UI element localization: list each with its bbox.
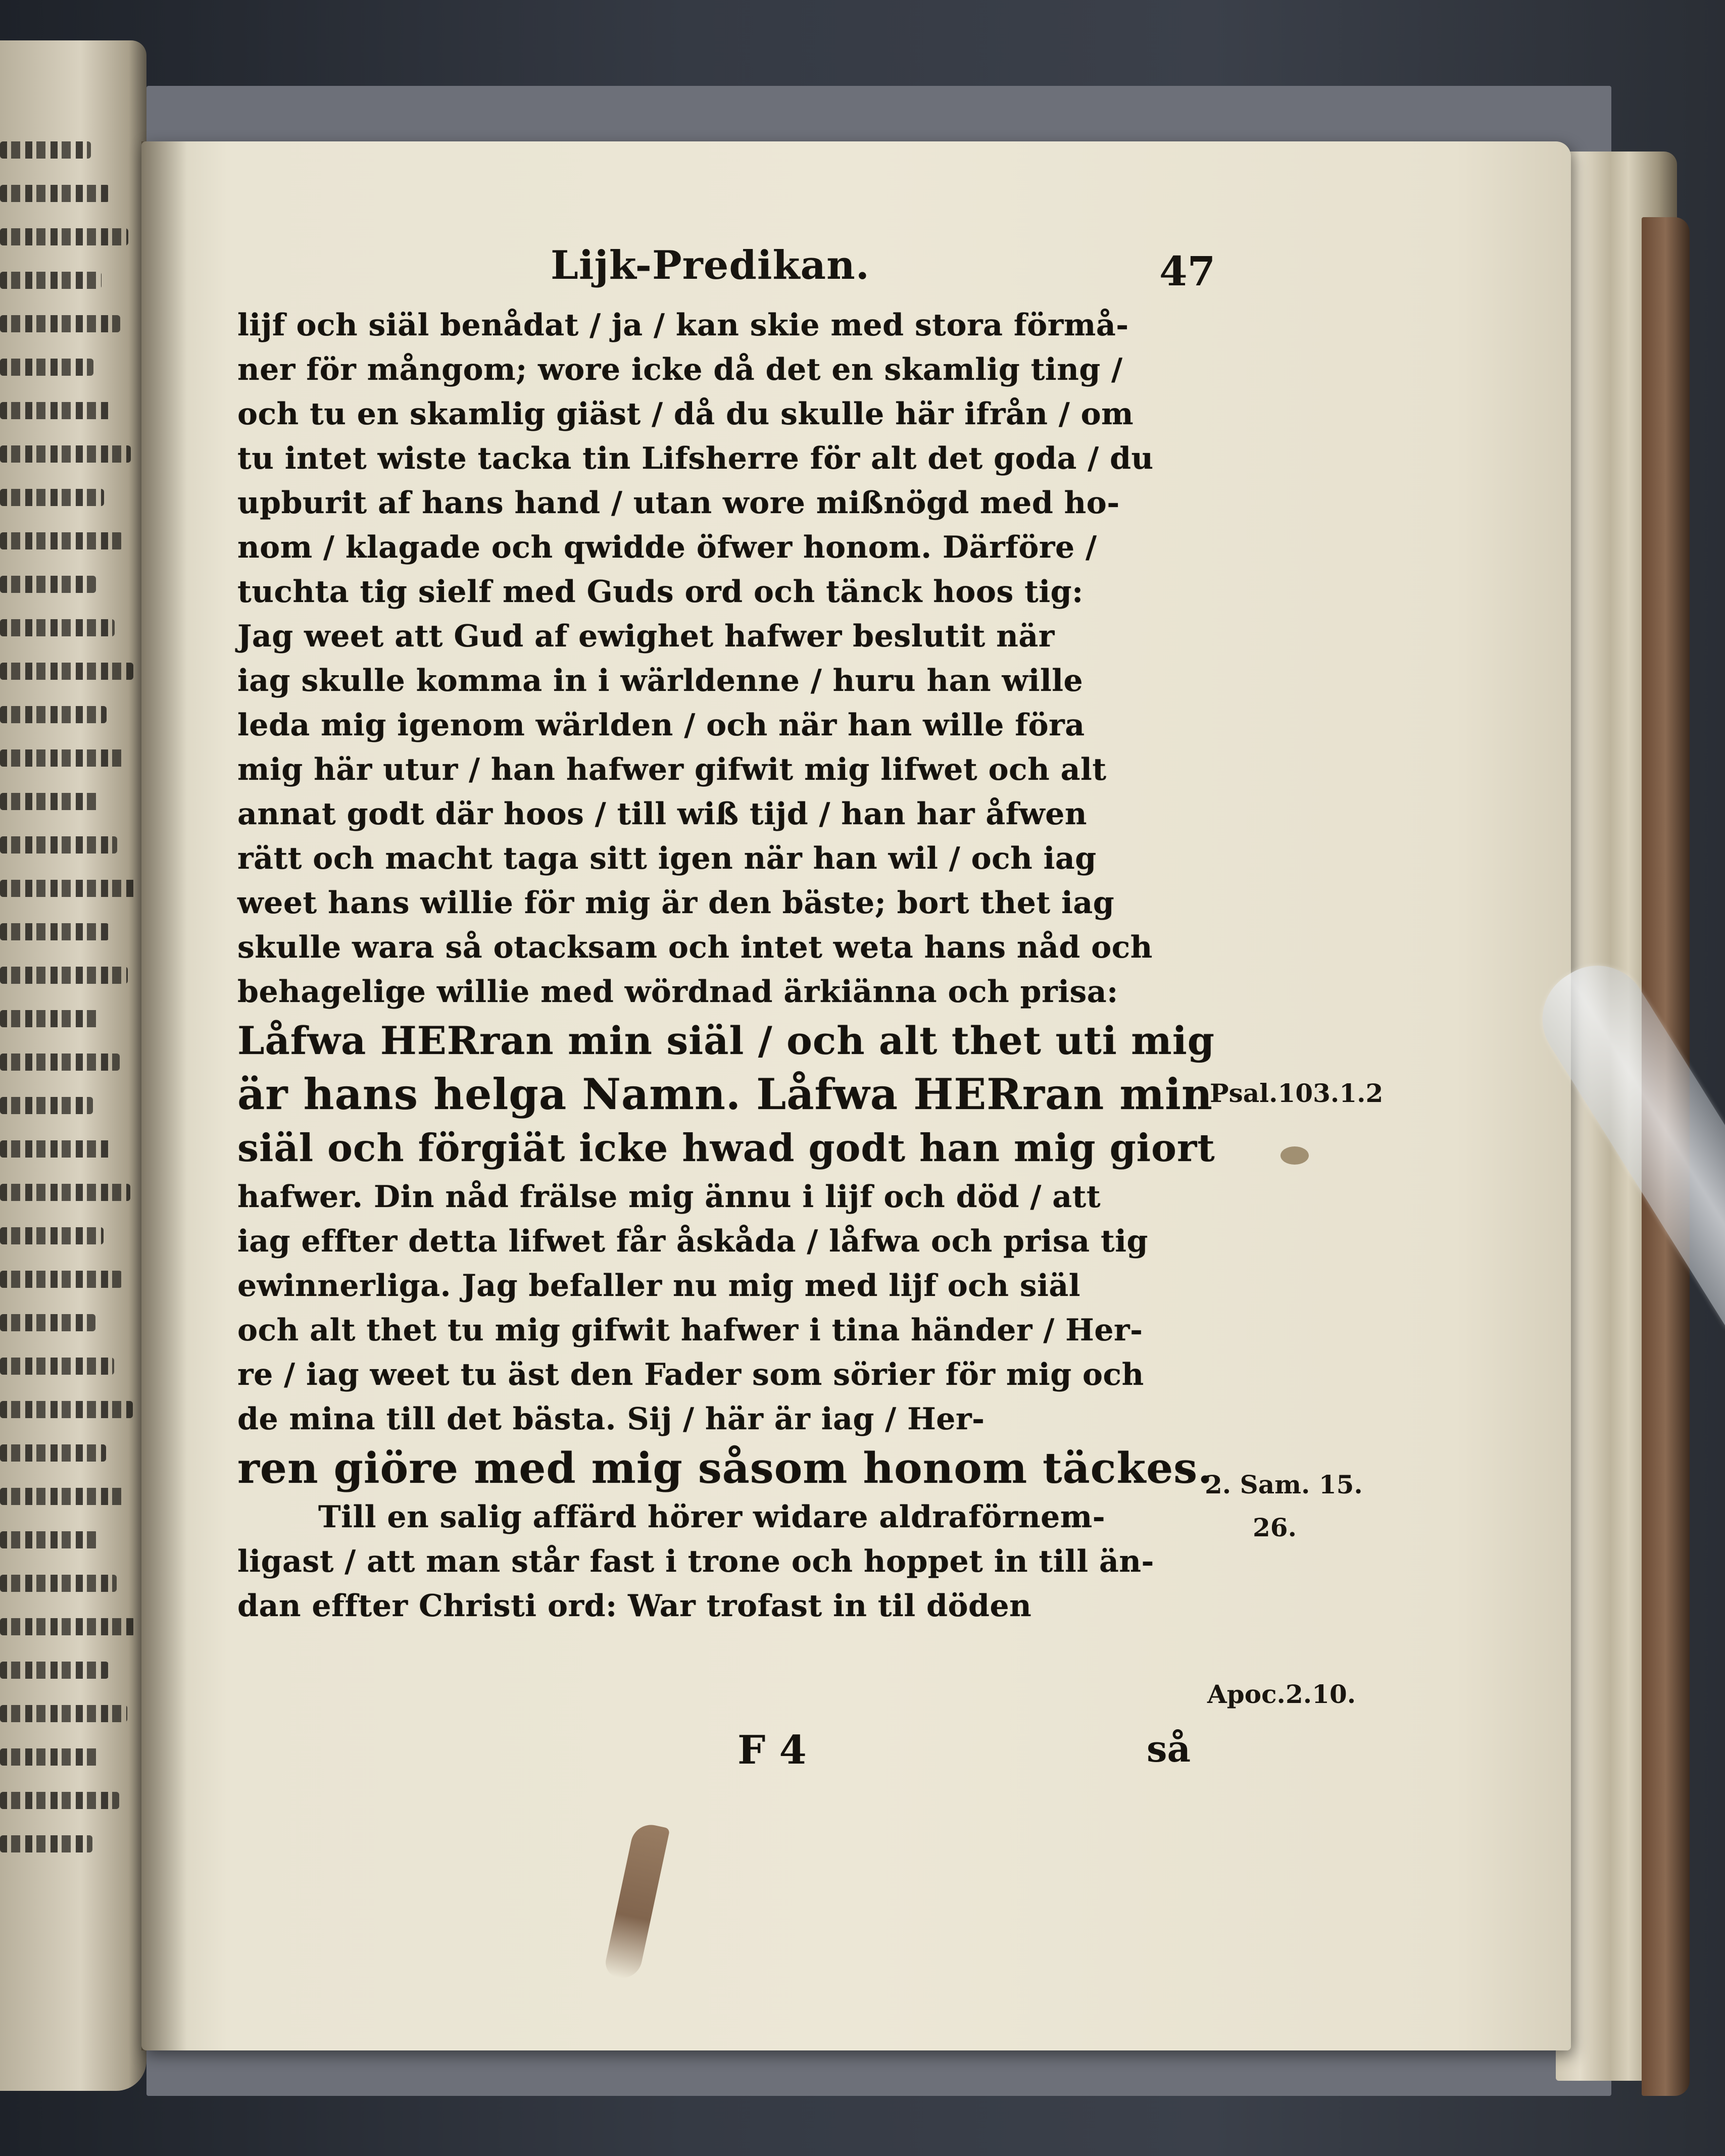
text-line: nom / klagade och qwidde öfwer honom. Därföre /	[237, 530, 1097, 565]
text-line: iag skulle komma in i wärldenne / huru han wille	[237, 663, 1083, 698]
previous-page-text-fragment	[0, 1184, 130, 1201]
previous-page-text-fragment	[0, 1705, 127, 1722]
previous-page-text-fragment	[0, 1097, 93, 1114]
signature-mark: F 4	[737, 1727, 807, 1773]
catchword: så	[1147, 1727, 1191, 1770]
previous-page-text-fragment	[0, 359, 93, 376]
previous-page-text-fragment	[0, 923, 109, 940]
previous-page-text-fragment	[0, 1531, 98, 1548]
text-line: och tu en skamlig giäst / då du skulle här ifrån / om	[237, 396, 1134, 432]
previous-page-text-fragment	[0, 402, 112, 419]
text-line: dan effter Christi ord: War trofast in til döden	[237, 1588, 1032, 1624]
previous-page-text-fragment	[0, 1748, 101, 1766]
text-line: tu intet wiste tacka tin Lifsherre för alt det goda / du	[237, 441, 1154, 476]
previous-page-text-fragment	[0, 967, 128, 984]
previous-page-text-fragment	[0, 663, 133, 680]
previous-page-text-fragment	[0, 315, 120, 332]
previous-page-text-fragment	[0, 1444, 106, 1462]
previous-page-text-fragment	[0, 1618, 135, 1635]
text-line: ren giöre med mig såsom honom täckes.	[237, 1443, 1213, 1493]
text-line: och alt thet tu mig gifwit hafwer i tina händer / Her-	[237, 1313, 1143, 1348]
text-line: hafwer. Din nåd frälse mig ännu i lijf och död / att	[237, 1179, 1101, 1215]
text-line: är hans helga Namn. Låfwa HERran min	[237, 1069, 1213, 1119]
gutter-shadow	[141, 141, 187, 2050]
previous-page-text-fragment	[0, 576, 96, 593]
previous-page-text-fragment	[0, 228, 128, 245]
text-line: Låfwa HERran min siäl / och alt thet uti mig	[237, 1018, 1215, 1063]
previous-page-text-fragment	[0, 272, 102, 289]
previous-page-text-fragment	[0, 880, 136, 897]
paper-speck	[1280, 1146, 1309, 1165]
text-line: upburit af hans hand / utan wore mißnögd med ho-	[237, 485, 1120, 521]
previous-page-text-fragment	[0, 1010, 101, 1027]
text-line: leda mig igenom wärlden / och när han wille föra	[237, 708, 1085, 743]
previous-page-text-fragment	[0, 489, 104, 506]
text-line: tuchta tig sielf med Guds ord och tänck hoos tig:	[237, 574, 1083, 610]
previous-page-text-fragment	[0, 749, 125, 767]
previous-page-text-fragment	[0, 1140, 112, 1158]
previous-page-text-fragment	[0, 1227, 104, 1244]
text-line: re / iag weet tu äst den Fader som sörier för mig och	[237, 1357, 1144, 1392]
body-text	[237, 303, 1215, 1628]
previous-page-text-fragment	[0, 1358, 114, 1375]
text-line: iag effter detta lifwet får åskåda / låfwa och prisa tig	[237, 1224, 1148, 1259]
previous-page-text-fragment	[0, 445, 131, 463]
text-line: annat godt där hoos / till wiß tijd / han har åfwen	[237, 796, 1088, 832]
previous-page-text-fragment	[0, 1662, 109, 1679]
text-line: ligast / att man står fast i trone och hoppet in till än-	[237, 1544, 1154, 1579]
text-line: lijf och siäl benådat / ja / kan skie med stora förmå-	[237, 308, 1129, 343]
previous-page-text-fragment	[0, 1488, 125, 1505]
text-line: siäl och förgiät icke hwad godt han mig giort	[237, 1126, 1215, 1170]
previous-page-text-fragment	[0, 532, 123, 549]
previous-page-text-fragment	[0, 706, 107, 723]
page-number: 47	[1159, 247, 1216, 295]
previous-page-text-fragment	[0, 185, 110, 202]
text-line: skulle wara så otacksam och intet weta hans nåd och	[237, 930, 1153, 965]
margin-note-apocalypse: Apoc.2.10.	[1207, 1679, 1356, 1709]
previous-page-text-fragment	[0, 1314, 95, 1331]
text-line: de mina till det bästa. Sij / här är iag / Her-	[237, 1401, 985, 1437]
previous-page-text-fragment	[0, 1575, 117, 1592]
previous-page-edge	[0, 40, 146, 2091]
previous-page-text-fragment	[0, 1054, 120, 1071]
text-line: Till en salig affärd hörer widare aldraförnem-	[318, 1499, 1106, 1535]
previous-page-text-fragment	[0, 141, 91, 159]
margin-note-samuel-verse: 26.	[1253, 1513, 1297, 1542]
previous-page-text-fragment	[0, 1792, 119, 1809]
text-line: mig här utur / han hafwer gifwit mig lifwet och alt	[237, 752, 1107, 787]
text-line: Jag weet att Gud af ewighet hafwer beslutit när	[237, 619, 1055, 654]
previous-page-text-fragment	[0, 793, 98, 810]
previous-page-text-fragment	[0, 1271, 122, 1288]
previous-page-text-fragment	[0, 1835, 92, 1852]
text-line: ewinnerliga. Jag befaller nu mig med lijf och siäl	[237, 1268, 1081, 1303]
previous-page-text-fragment	[0, 836, 117, 854]
previous-page-text-fragment	[0, 1401, 133, 1418]
margin-note-psalm: Psal.103.1.2	[1210, 1078, 1384, 1108]
text-line: behagelige willie med wördnad ärkiänna och prisa:	[237, 974, 1118, 1010]
text-line: rätt och macht taga sitt igen när han wil / och iag	[237, 841, 1097, 876]
text-line: ner för mångom; wore icke då det en skamlig ting /	[237, 352, 1123, 387]
running-head: Lijk-Predikan.	[551, 242, 870, 288]
text-line: weet hans willie för mig är den bäste; bort thet iag	[237, 885, 1115, 921]
margin-note-samuel: 2. Sam. 15.	[1205, 1470, 1363, 1499]
previous-page-text-fragment	[0, 619, 115, 636]
